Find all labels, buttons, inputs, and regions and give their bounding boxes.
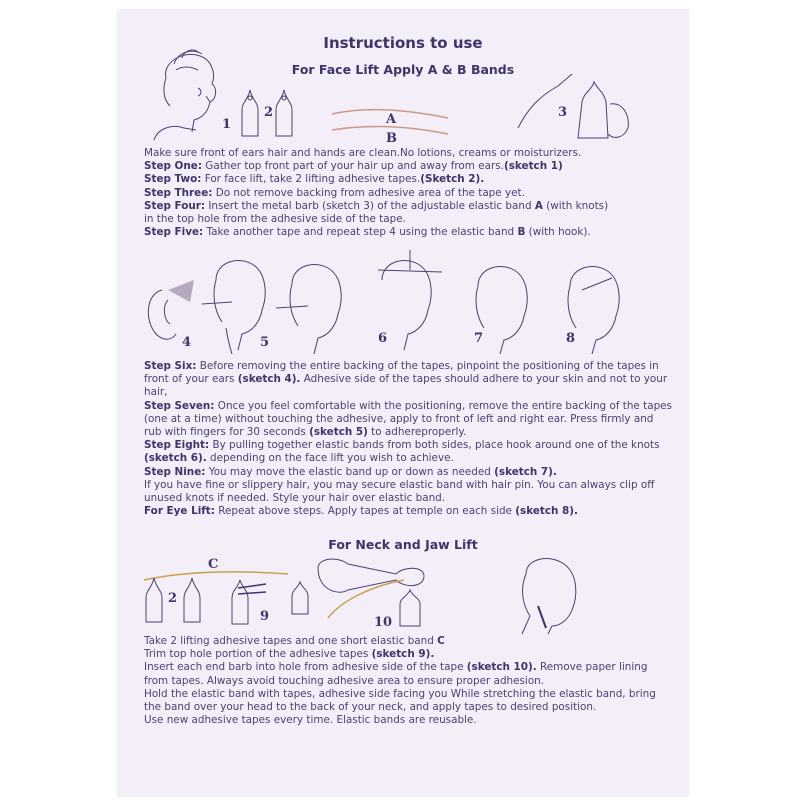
neck-line-3: Insert each end barb into hole from adhesive side of the tape (sketch 10). Remove paper lining from tapes. Always avoid touching adhesive area to ensure proper adhesion. — [144, 661, 648, 687]
sketch-3-label: 3 — [558, 105, 568, 120]
sketch-7-head-icon — [474, 267, 527, 354]
svg-text:2: 2 — [168, 591, 178, 606]
sketch-8-head-icon — [566, 267, 619, 354]
sketch-3-barb-icon — [518, 68, 638, 148]
neck-lift-steps — [144, 635, 672, 727]
step-six: Step Six: Before removing the entire backing of the tapes, pinpoint the positioning of the tapes in front of your ears (sketch 4). Adhesive side of the tapes should adhere to your skin and not to your hair, — [144, 360, 668, 399]
band-c-icon — [144, 557, 288, 580]
page-title: Instructions to use — [323, 34, 483, 52]
svg-text:5: 5 — [260, 335, 270, 350]
application-steps — [144, 360, 672, 518]
step-seven: Step Seven: Once you feel comfortable with the positioning, remove the entire backing of the tapes (one at a time) without touching the adhesive, apply to front of left and right ear. Press firmly and rub with fingers for 30 seconds (sketch 5) to adhereproperly. — [144, 399, 672, 439]
sketch-6-head-icon — [378, 250, 442, 350]
step-four: Step Four: Insert the metal barb (sketch 3) of the adjustable elastic band A (with knots) — [144, 199, 609, 212]
face-lift-steps — [144, 147, 672, 239]
neck-line-4: Hold the elastic band with tapes, adhesive side facing you While stretching the elastic band, bring the band over your head to the back of your neck, and apply tapes to desired position. — [144, 687, 656, 714]
step-one: Step One: Gather top front part of your hair up and away from ears.(sketch 1) — [144, 160, 563, 173]
face-lift-heading: For Face Lift Apply A & B Bands — [291, 62, 515, 77]
svg-text:10: 10 — [374, 615, 393, 630]
hair-tip: If you have fine or slippery hair, you may secure elastic band with hair pin. You can always clip off unused knots if needed. Style your hair over elastic band. — [144, 478, 655, 505]
sketch-row-3 — [142, 554, 672, 634]
sketch-5b-head-icon — [276, 265, 341, 354]
neck-head-icon — [522, 559, 576, 634]
svg-text:6: 6 — [378, 331, 388, 346]
sketch-row-2 — [142, 250, 672, 358]
neck-line-5: Use new adhesive tapes every time. Elastic bands are reusable. — [144, 714, 477, 727]
sketch-1-head-icon — [148, 48, 228, 140]
band-a-label: A — [386, 112, 397, 127]
instruction-sheet — [118, 10, 688, 796]
svg-text:7: 7 — [474, 331, 484, 346]
step-four-cont: in the top hole from the adhesive side of the tape. — [144, 213, 406, 226]
sketch-2b-tape-icon — [146, 578, 200, 622]
step-five: Step Five: Take another tape and repeat step 4 using the elastic band B (with hook). — [144, 226, 591, 239]
prep-line: Make sure front of ears hair and hands are clean.No lotions, creams or moisturizers. — [144, 147, 582, 159]
svg-text:8: 8 — [566, 331, 576, 346]
neck-line-2: Trim top hole portion of the adhesive tapes (sketch 9). — [144, 648, 435, 661]
svg-text:4: 4 — [182, 335, 192, 350]
svg-text:C: C — [208, 557, 219, 572]
sketch-2-label: 2 — [264, 105, 274, 120]
sketch-2-tape-icon — [220, 80, 312, 140]
step-two: Step Two: For face lift, take 2 lifting adhesive tapes.(Sketch 2). — [144, 173, 485, 186]
band-b-label: B — [386, 131, 397, 146]
svg-text:9: 9 — [260, 609, 270, 624]
step-eight: Step Eight: By pulling together elastic bands from both sides, place hook around one of the knots (sketch 6). depending on the face lift you wish to achieve. — [144, 439, 660, 465]
sketch-9-scissors-icon — [232, 580, 269, 624]
elastic-bands-icon — [328, 102, 452, 146]
neck-lift-heading: For Neck and Jaw Lift — [328, 537, 478, 552]
sketch-4-ear-icon — [148, 280, 194, 350]
sketch-1-label: 1 — [222, 117, 232, 132]
sketch-10-band-icon — [292, 559, 424, 630]
eye-lift: For Eye Lift: Repeat above steps. Apply tapes at temple on each side (sketch 8). — [144, 505, 578, 518]
neck-line-1: Take 2 lifting adhesive tapes and one short elastic band C — [144, 635, 445, 647]
step-nine: Step Nine: You may move the elastic band up or down as needed (sketch 7). — [144, 465, 557, 478]
step-three: Step Three: Do not remove backing from adhesive area of the tape yet. — [144, 186, 525, 199]
sketch-5-head-icon — [202, 261, 269, 354]
